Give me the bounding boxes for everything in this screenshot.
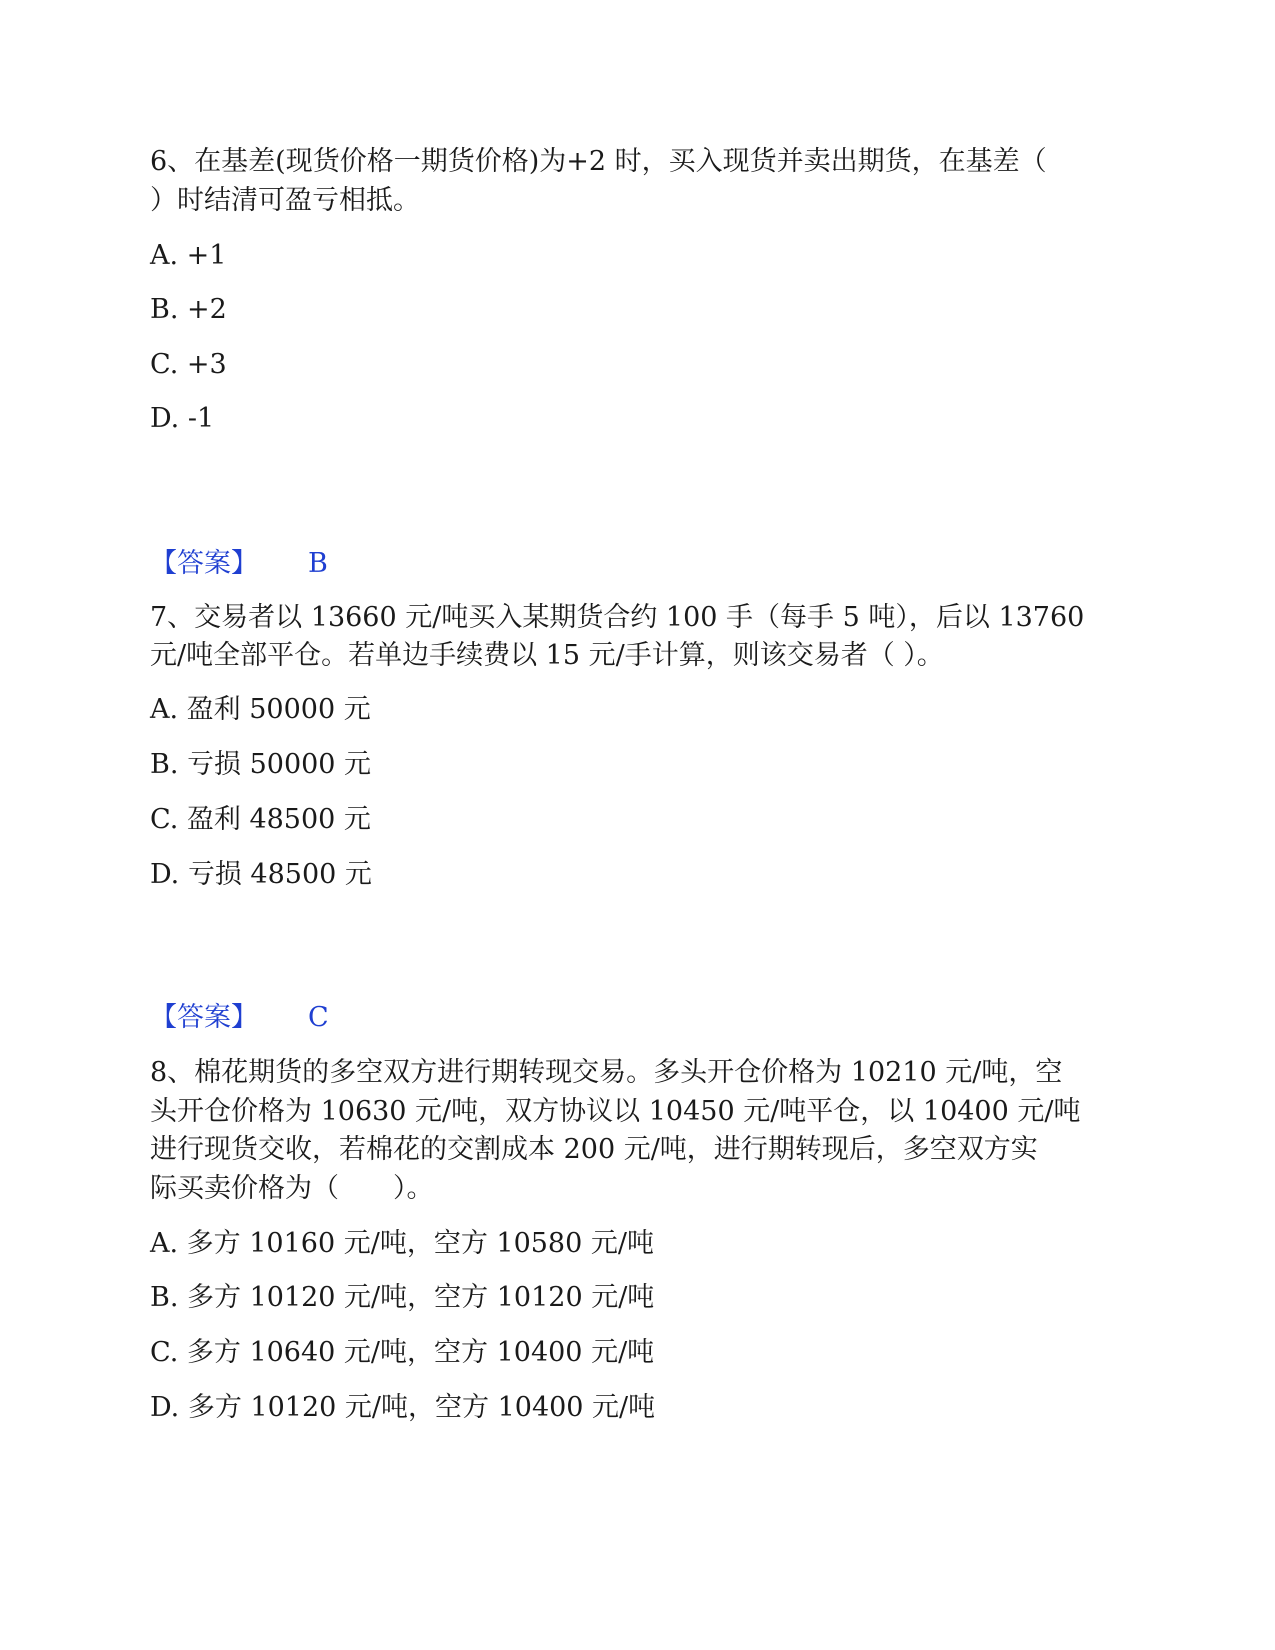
option-c: C. 多方 10640 元/吨，空方 10400 元/吨 xyxy=(150,1337,655,1368)
answer-line xyxy=(150,545,328,583)
answer-label: 【答案】 xyxy=(150,1002,258,1033)
question-stem-line: 7、交易者以 13660 元/吨买入某期货合约 100 手（每手 5 吨），后以 13760 xyxy=(150,602,1085,633)
answer-letter: B xyxy=(308,548,328,579)
option-a: A. 多方 10160 元/吨，空方 10580 元/吨 xyxy=(150,1228,654,1259)
question-stem-line: 际买卖价格为（ ）。 xyxy=(150,1173,434,1204)
question-stem-line: 进行现货交收，若棉花的交割成本 200 元/吨，进行期转现后，多空双方实 xyxy=(150,1134,1038,1165)
answer-line xyxy=(150,999,329,1037)
question-stem-line: ）时结清可盈亏相抵。 xyxy=(150,185,420,216)
option-b: B. +2 xyxy=(150,294,227,325)
option-c: C. +3 xyxy=(150,349,227,380)
option-b: B. 亏损 50000 元 xyxy=(150,749,372,780)
option-c: C. 盈利 48500 元 xyxy=(150,804,371,835)
option-d: D. -1 xyxy=(150,403,215,434)
question-stem-line: 8、棉花期货的多空双方进行期转现交易。多头开仓价格为 10210 元/吨，空 xyxy=(150,1057,1063,1088)
answer-label: 【答案】 xyxy=(150,548,258,579)
answer-letter: C xyxy=(308,1002,329,1033)
question-stem-line: 头开仓价格为 10630 元/吨，双方协议以 10450 元/吨平仓，以 10400 元/吨 xyxy=(150,1096,1081,1127)
question-stem-line: 元/吨全部平仓。若单边手续费以 15 元/手计算，则该交易者（ ）。 xyxy=(150,640,944,671)
option-d: D. 亏损 48500 元 xyxy=(150,859,372,890)
option-d: D. 多方 10120 元/吨，空方 10400 元/吨 xyxy=(150,1392,656,1423)
question-stem-line: 6、在基差(现货价格一期货价格)为+2 时，买入现货并卖出期货，在基差（ xyxy=(150,146,1047,177)
option-b: B. 多方 10120 元/吨，空方 10120 元/吨 xyxy=(150,1282,655,1313)
option-a: A. +1 xyxy=(150,240,227,271)
option-a: A. 盈利 50000 元 xyxy=(150,694,371,725)
